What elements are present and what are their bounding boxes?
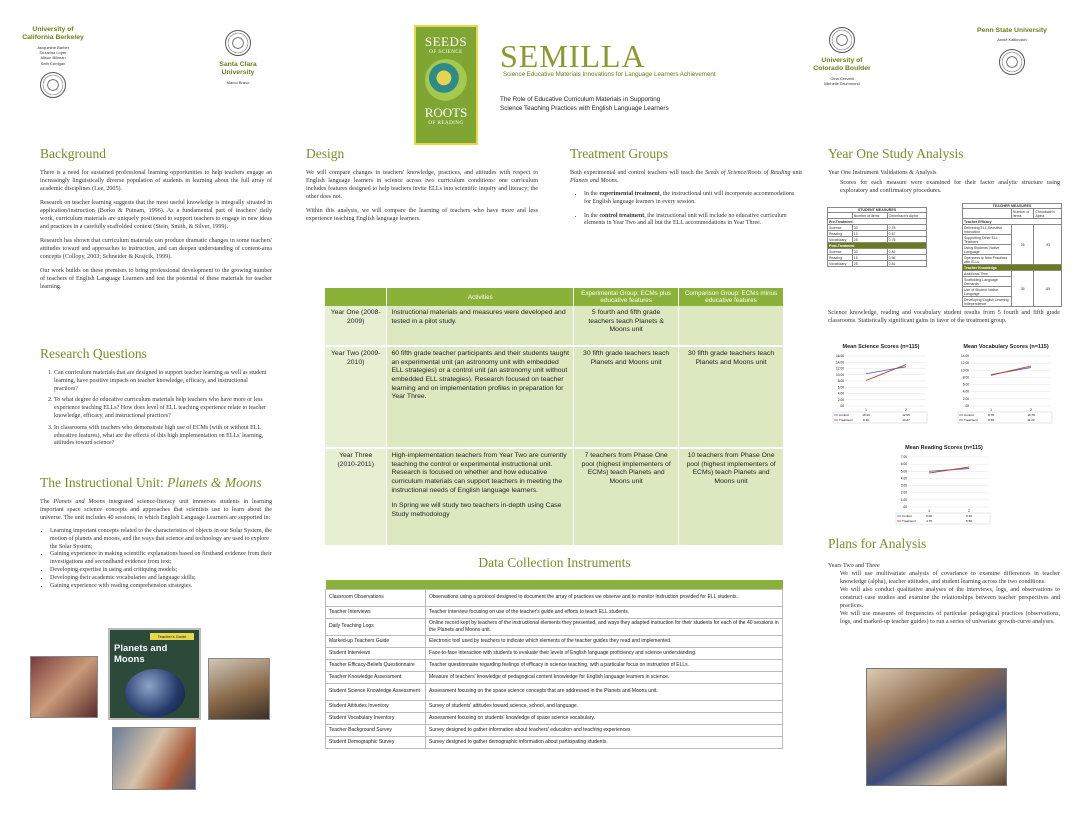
ucb-block: [22, 26, 84, 98]
y-tick-label: 8.00: [837, 379, 844, 383]
treatment-groups-section: [570, 146, 802, 228]
instruments-heading: Data Collection Instruments: [478, 555, 631, 570]
legend-label: Control: [902, 514, 912, 518]
treatment-intro: Both experimental and control teachers will teach the Seeds of Science/Roots of Reading unit Planets and Moons.: [570, 170, 802, 185]
ucb-seal-icon: [40, 72, 66, 98]
instrument-desc: Measure of teachers' knowledge of pedagogical content knowledge for English language learners in science.: [426, 671, 783, 683]
instrument-desc: Survey designed to gather information about teachers' education and teaching experiences: [426, 724, 783, 736]
data-label: 4.75: [926, 519, 932, 523]
x-tick-label: 1: [928, 509, 930, 513]
instrument-name: Classroom Observations: [326, 589, 426, 606]
table-row: [326, 618, 783, 635]
y-tick-label: .00: [902, 505, 907, 509]
classroom-photo: [30, 656, 98, 718]
y-tick-label: 6.00: [837, 385, 844, 390]
y-tick-label: 6.00: [962, 382, 969, 387]
plans-section: [828, 536, 1060, 626]
data-label: 10.33: [862, 413, 870, 417]
treatment-item: • In the control treatment, the instructional unit will include no educative curriculum elements in Year Two and all but the ELL accommodations in Year Three.: [584, 213, 802, 229]
y-tick-label: 4.00: [962, 389, 969, 394]
logo-of-science: OF SCIENCE: [429, 50, 463, 55]
table-row: [326, 700, 783, 712]
data-label: 5.00: [926, 514, 932, 518]
instrument-desc: Teacher interview focusing on use of the teacher's guide and efforts to teach ELL students.: [426, 606, 783, 618]
background-paragraph: Research has shown that curriculum materials can produce dramatic changes in some teachers' attitudes toward and approaches to instruction, and can deepen understanding of content-area concepts (Collopy, 2003; Schneider & Krajcik, 1999).: [40, 238, 272, 261]
instrument-desc: Online record kept by teachers of the instructional elements they presented, and ways they adapted instruction for their students for each of the 40 sessions in the Planets and Moons unit.: [426, 618, 783, 635]
background-heading: Background: [40, 146, 106, 161]
group-photo: [112, 727, 196, 790]
table-row: [326, 659, 783, 671]
instructional-unit-section: [40, 475, 272, 590]
book-badge: Teacher's Guide: [150, 633, 194, 640]
plans-paragraph: We will use measures of frequencies of particular pedagogical practices (observations, logs, and marked-up teacher guides) to run a series of univariate growth-curve analyses.: [840, 611, 1060, 626]
question-item: 1. Can curriculum materials that are designed to support teacher learning as well as student learning, have positive impacts on teacher knowledge, efficacy, and instructional practices?: [54, 370, 272, 393]
y-tick-label: .00: [839, 404, 844, 408]
research-questions-section: [40, 346, 272, 452]
table-row: Year Three (2010-2011) High-implementation teachers from Year Two are currently teaching the control or experimental instructional unit. Research is focused on whether and how educative curriculum materials can support teachers in meeting the instructional needs of English language learners. In Spring we will study two teachers in-depth using Case Study methodology 7 teachers from Phase One pool (highest implementers of ECMs) teach Planets and Moons unit 10 teachers from Phase One pool (highest implementers of ECMs) teach Planets and Moons unit: [325, 448, 784, 546]
plans-heading: Plans for Analysis: [828, 536, 927, 551]
y-tick-label: .00: [964, 404, 969, 408]
poster-title: SEMILLA: [500, 38, 646, 74]
background-paragraph: There is a need for sustained professional learning opportunities to help teachers engage an increasingly linguistically diverse population of students in learning about the full array of academic disciplines (Lee, 2005).: [40, 170, 272, 193]
book-title: Planets and Moons: [114, 643, 168, 665]
instrument-desc: Teacher questionnaire regarding feelings of efficacy in science teaching, with a particular focus on instruction of ELLs.: [426, 659, 783, 671]
scu-block: [210, 30, 266, 85]
instrument-name: Daily Teaching Logs: [326, 618, 426, 635]
y-tick-label: 10.00: [961, 368, 969, 373]
cub-block: [810, 27, 874, 86]
table-row: Year One (2008-2009) Instructional materials and measures were developed and tested in a pilot study. 5 fourth and fifth grade teachers teach Planets & Moons unit: [325, 306, 784, 346]
table-row: [326, 724, 783, 736]
plans-paragraph: We will also conduct qualitative analyses of the interviews, logs, and observations to construct case studies and examine the relationships between teacher perspectives and practices.: [840, 587, 1060, 610]
data-label: 8.16: [863, 418, 869, 422]
scu-name: Santa Clara University: [219, 61, 257, 77]
background-section: [40, 146, 272, 291]
instrument-name: Teacher Knowledge Assessment: [326, 671, 426, 683]
y-tick-label: 2.00: [962, 396, 969, 401]
question-item: 2. To what degree do educative curriculum materials help teachers who have more or less experience teaching ELLs? How does level of ELL teaching experience relate to teacher knowledge, efficacy, and instructional practices?: [54, 397, 272, 420]
instrument-name: Teacher Interviews: [326, 606, 426, 618]
data-label: 8.78: [988, 413, 994, 417]
year-one-line: Scores for each measure were examined for their factor analytic structure using exploratory and confirmatory procedures.: [840, 180, 1060, 195]
background-paragraph: Research on teacher learning suggests that the most useful knowledge is integrally situated in application/instruction (Borko & Putnam, 1996). As a fundamental part of teachers' daily work, curriculum materials are uniquely positioned to support teachers to engage in new ideas and practices in a carefully scaffolded context (Stein, Smith, & Silver, 1999).: [40, 200, 272, 231]
plans-intro: Years Two and Three: [828, 563, 880, 569]
data-label: 12.56: [902, 413, 910, 417]
table-row: [326, 671, 783, 683]
reading-chart: [893, 445, 995, 546]
scu-people: Marco Bravo: [226, 79, 250, 85]
instruments-heading-wrap: [325, 555, 784, 571]
cub-name: University of Colorado Boulder: [813, 57, 871, 73]
instruments-table-wrap: [325, 580, 783, 749]
logo-roots: ROOTS: [424, 105, 468, 120]
treatment-item: • In the experimental treatment, the instructional unit will incorporate accommodations for English language learners in every session.: [584, 191, 802, 207]
y-tick-label: 4.00: [900, 476, 907, 481]
design-section: [306, 146, 538, 223]
legend-label: Treatment: [839, 418, 853, 422]
instruments-table: [325, 580, 783, 749]
year-one-line: Year One Instrument Validations & Analysis: [828, 170, 937, 176]
legend-label: Treatment: [902, 519, 916, 523]
seeds-roots-logo: [414, 25, 478, 145]
table-row: [326, 736, 783, 748]
year-one-heading: Year One Study Analysis: [828, 146, 964, 161]
instrument-name: Student Interviews: [326, 647, 426, 659]
data-label: 8.59: [988, 418, 994, 422]
instructional-unit-heading: The Instructional Unit: Planets & Moons: [40, 475, 262, 490]
table-row: [326, 589, 783, 606]
y-tick-label: 10.00: [836, 372, 844, 377]
instrument-desc: Survey designed to gather demographic information about participating students.: [426, 736, 783, 748]
y-tick-label: 6.00: [900, 462, 907, 467]
instrument-desc: Electronic tool used by teachers to indicate which elements of the teacher guides they read and implemented.: [426, 635, 783, 647]
y-tick-label: 3.00: [900, 483, 907, 488]
instrument-name: Teacher Background Survey: [326, 724, 426, 736]
background-paragraph: Our work builds on these premises to bring professional development to the growing number of teachers of English Language Learners and test the potential of these materials for teacher learning.: [40, 268, 272, 291]
vocabulary-chart: [955, 344, 1057, 445]
instrument-name: Teacher Efficacy-Beliefs Questionnaire: [326, 659, 426, 671]
unit-bullet: • Gaining experience in making scientific explanations based on firsthand evidence from their investigations and secondhand evidence from text;: [50, 551, 272, 567]
chart-svg: [893, 451, 995, 541]
x-tick-label: 1: [990, 408, 992, 412]
year-one-section: [828, 146, 1060, 195]
psu-seal-icon: [999, 49, 1025, 75]
activities-header-row: Activities Experimental Group: ECMs plus educative features Comparison Group: ECMs minus educative features: [325, 288, 784, 306]
y-tick-label: 7.00: [900, 455, 907, 459]
instrument-name: Student Science Knowledge Assessment: [326, 683, 426, 700]
design-paragraph: Within this analysis, we will compare the learning of teachers who have more and less experience teaching English language learners.: [306, 208, 538, 223]
chart-svg: [955, 350, 1057, 440]
x-tick-label: 1: [865, 408, 867, 412]
instrument-desc: Observations using a protocol designed to document the array of practices we observe and to monitor instruction provided for ELL students.: [426, 589, 783, 606]
series-line-treatment: [929, 467, 969, 473]
student-measures-table: STUDENT MEASURES Number of items Chronbach's Alpha Pre-Treatment Science 30 0.78 Reading 10 0.67 Vocabulary 25 0.75 Post-Treatment Science 30 0.82 Reading 15 0.66 Vocabulary 25 0.81: [827, 207, 927, 267]
y-tick-label: 14.00: [961, 354, 969, 358]
instrument-desc: Face-to-face interaction with students to evaluate their levels of English language proficiency and science understanding.: [426, 647, 783, 659]
y-tick-label: 12.00: [836, 366, 844, 371]
treatment-heading: Treatment Groups: [570, 146, 669, 161]
unit-bullet: • Developing their academic vocabularies and language skills;: [50, 575, 272, 583]
chart-title: Mean Science Scores (n=115): [842, 344, 920, 350]
psu-block: [972, 27, 1052, 75]
chart-title: Mean Vocabulary Scores (n=115): [963, 344, 1049, 350]
y-tick-label: 2.00: [900, 490, 907, 495]
question-item: 3. In classrooms with teachers who demonstrate high use of ECMs (with or without ELL educative features), what are the effects of this high implementation on ELLs' learning, attitudes toward science?: [54, 425, 272, 448]
poster-subtitle: Science Educative Materials Innovations for Language Learners Achievement: [503, 71, 716, 78]
y-tick-label: 14.00: [836, 360, 844, 365]
logo-swirl-icon: [425, 59, 467, 101]
x-tick-label: 2: [1030, 408, 1032, 412]
unit-bullet: • Gaining experience with reading comprehension strategies.: [50, 583, 272, 591]
data-label: 5.59: [966, 519, 972, 523]
instrument-name: Marked-up Teachers Guide: [326, 635, 426, 647]
unit-bullet: • Developing expertise in using and critiquing models;: [50, 567, 272, 575]
psu-name: Penn State University: [977, 27, 1047, 34]
y-tick-label: 12.00: [961, 361, 969, 366]
teacher-measures-table: TEACHER MEASURES Number of Items Chronbach's Alpha Teacher Efficacy Delivering ELL-Sensitive Instruction 25 .93 Supporting Other ELL Teachers Using Students' Native Language Openness to New Practices with ELLs Teacher Knowledge Additional Time 35 .65 Scaffolding Language Demands Use of Student Native Language Developing English Learning Independence: [962, 203, 1062, 307]
instrument-desc: Assessment focusing on students' knowledge of space science vocabulary.: [426, 712, 783, 724]
data-label: 11.22: [1027, 418, 1035, 422]
research-questions-heading: Research Questions: [40, 346, 147, 361]
table-row: Year Two (2009-2010) 60 fifth grade teacher participants and their students taught an experimental unit (an astronomy unit with embedded ELL strategies) or a control unit (an astronomy unit without embedded ELL strategies). Research focused on teacher learning and on implementation profiles in preparation for Year Three. 30 fifth grade teachers teach Planets and Moons unit 30 fifth grade teachers teach Planets and Moons unit: [325, 346, 784, 448]
table-row: [326, 606, 783, 618]
chart-svg: [830, 350, 932, 440]
plans-paragraph: We will use multivariate analysis of covariance to examine differences in teacher knowledge (alpha), teacher attitudes, and student learning across the two conditions.: [840, 571, 1060, 586]
series-line-treatment: [991, 366, 1031, 375]
instrument-name: Student Vocabulary Inventory: [326, 712, 426, 724]
data-label: 13.27: [902, 418, 910, 422]
table-row: [326, 712, 783, 724]
y-tick-label: 5.00: [900, 469, 907, 474]
poster-description: The Role of Educative Curriculum Materials in Supporting Science Teaching Practices with English Language Learners: [500, 96, 669, 112]
year-one-results: Science knowledge, reading and vocabulary student results from 5 fourth and fifth grade classrooms. Statistically significant gains in favor of the treatment group.: [828, 310, 1060, 325]
psu-people: Annie Kaliknoich: [997, 37, 1027, 43]
activities-table: [325, 288, 784, 547]
unit-intro: The Planets and Moons integrated science-literacy unit immerses students in learning important space science concepts and approaches that scientists use to learn about the universe. The unit includes 40 sessions, in which English Language Learners are supported in:: [40, 499, 272, 522]
book-planet-icon: [125, 669, 185, 717]
chart-title: Mean Reading Scores (n=115): [905, 445, 983, 451]
y-tick-label: 16.00: [836, 354, 844, 358]
legend-label: Treatment: [964, 418, 978, 422]
activities-table-wrap: [325, 288, 784, 547]
logo-seeds: SEEDS: [424, 34, 468, 49]
instrument-name: Student Attitudes Inventory: [326, 700, 426, 712]
science-chart: [830, 344, 932, 445]
x-tick-label: 2: [968, 509, 970, 513]
students-photo: [208, 658, 270, 720]
design-paragraph: We will compare changes in teachers' knowledge, practices, and attitudes with respect to English language learners in science across two curriculum conditions: one curriculum includes features designed to help teachers invite ELLs into scientific inquiry and literacy; the other does not.: [306, 170, 538, 201]
cub-people: Gina Cervetti Michelle Drummond: [824, 75, 860, 87]
design-heading: Design: [306, 146, 345, 161]
y-tick-label: 4.00: [837, 391, 844, 396]
students-reading-photo: [866, 668, 1007, 786]
instrument-desc: Assessment focusing on the space science concepts that are addressed in the Planets and Moons unit.: [426, 683, 783, 700]
logo-of-reading: OF READING: [428, 121, 464, 126]
scu-seal-icon: [225, 30, 251, 56]
ucb-name: University of California Berkeley: [22, 26, 84, 42]
legend-label: Control: [964, 413, 974, 417]
ucb-people: Jacqueline Barber Suzanna Loper Alison Billman Seth Corrigan: [36, 44, 70, 66]
y-tick-label: 8.00: [962, 375, 969, 380]
y-tick-label: 1.00: [900, 497, 907, 502]
x-tick-label: 2: [905, 408, 907, 412]
planets-and-moons-book-cover: [108, 628, 201, 720]
table-row: [326, 647, 783, 659]
unit-bullet: • Learning important concepts related to the characteristics of objects in our Solar System, the motion of planets and moons, and the ways that science and technology are used to explore the Solar System;: [50, 528, 272, 551]
table-row: [326, 683, 783, 700]
y-tick-label: 2.00: [837, 397, 844, 402]
instrument-name: Student Demographic Survey: [326, 736, 426, 748]
legend-label: Control: [839, 413, 849, 417]
cub-seal-icon: [829, 27, 855, 53]
table-row: [326, 635, 783, 647]
instrument-desc: Survey of students' attitudes toward science, school, and language.: [426, 700, 783, 712]
data-label: 10.78: [1027, 413, 1035, 417]
data-label: 5.39: [966, 514, 972, 518]
